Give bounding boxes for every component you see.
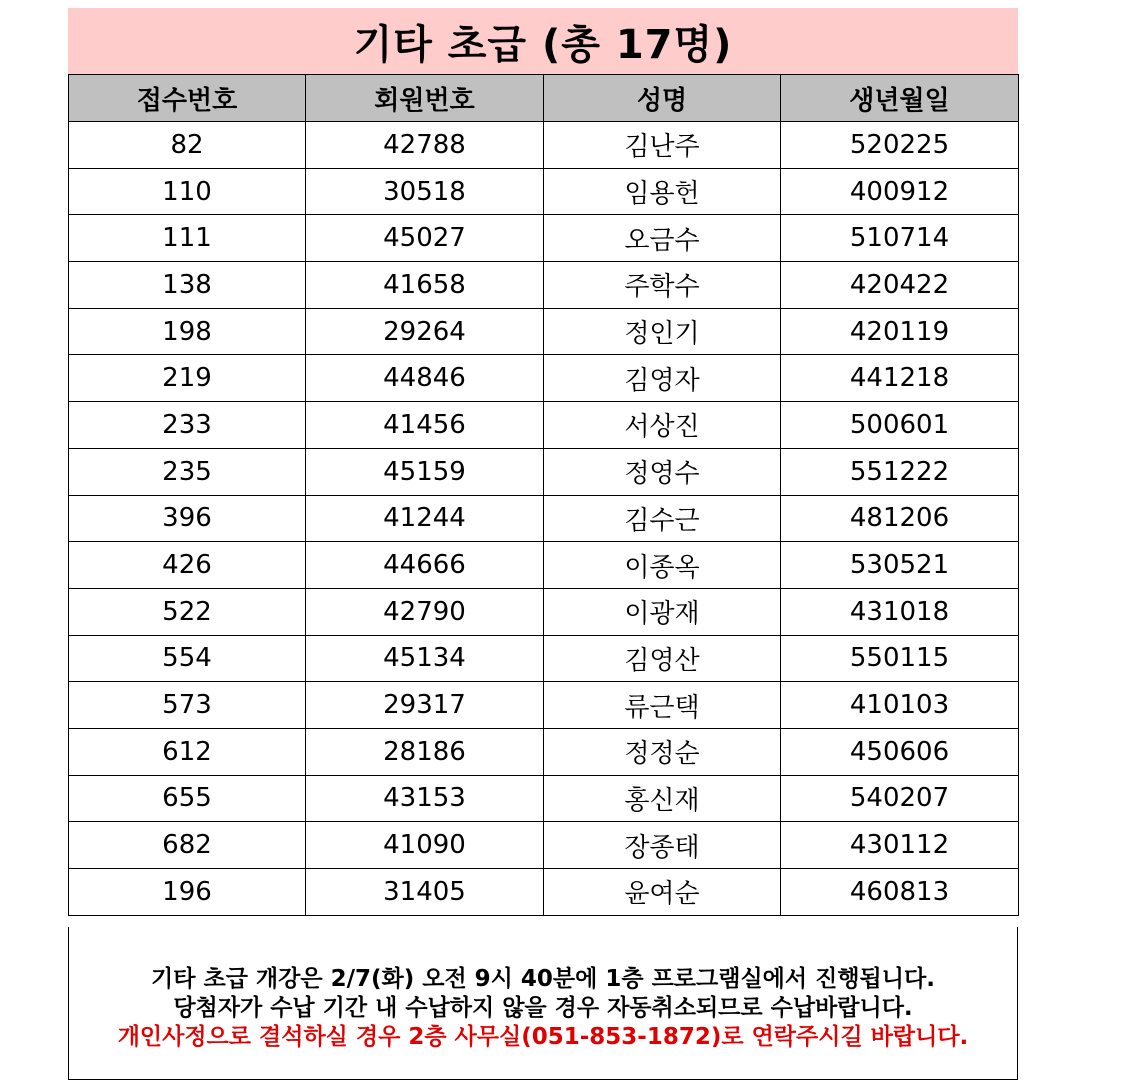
- cell-receipt-number: 396: [69, 495, 306, 542]
- table-row: [69, 262, 1019, 309]
- cell-member-number: 28186: [306, 728, 544, 775]
- cell-member-number: 45134: [306, 635, 544, 682]
- cell-receipt-number: 554: [69, 635, 306, 682]
- column-header-birthdate: 생년월일: [781, 75, 1019, 122]
- cell-birthdate: 520225: [781, 122, 1019, 169]
- cell-receipt-number: 612: [69, 728, 306, 775]
- table-row: [69, 635, 1019, 682]
- table-row: [69, 775, 1019, 822]
- cell-name: 서상진: [544, 402, 781, 449]
- cell-name: 윤여순: [544, 869, 781, 916]
- cell-receipt-number: 655: [69, 775, 306, 822]
- cell-name: 주학수: [544, 262, 781, 309]
- cell-name: 류근택: [544, 682, 781, 729]
- table-row: [69, 682, 1019, 729]
- cell-member-number: 45159: [306, 448, 544, 495]
- cell-name: 김영산: [544, 635, 781, 682]
- cell-birthdate: 410103: [781, 682, 1019, 729]
- column-header-name: 성명: [544, 75, 781, 122]
- cell-birthdate: 450606: [781, 728, 1019, 775]
- cell-name: 정정순: [544, 728, 781, 775]
- table-row: [69, 869, 1019, 916]
- notice-line-payment: 당첨자가 수납 기간 내 수납하지 않을 경우 자동취소되므로 수납바랍니다.: [173, 995, 913, 1021]
- cell-birthdate: 431018: [781, 588, 1019, 635]
- cell-receipt-number: 235: [69, 448, 306, 495]
- notice-box: [68, 927, 1018, 1080]
- cell-receipt-number: 138: [69, 262, 306, 309]
- cell-receipt-number: 82: [69, 122, 306, 169]
- cell-member-number: 29317: [306, 682, 544, 729]
- table-row: [69, 495, 1019, 542]
- cell-member-number: 41456: [306, 402, 544, 449]
- cell-member-number: 43153: [306, 775, 544, 822]
- table-row: [69, 728, 1019, 775]
- cell-member-number: 31405: [306, 869, 544, 916]
- table-row: [69, 168, 1019, 215]
- cell-birthdate: 460813: [781, 869, 1019, 916]
- cell-member-number: 42790: [306, 588, 544, 635]
- cell-receipt-number: 111: [69, 215, 306, 262]
- cell-birthdate: 430112: [781, 822, 1019, 869]
- cell-birthdate: 551222: [781, 448, 1019, 495]
- table-row: [69, 402, 1019, 449]
- cell-receipt-number: 682: [69, 822, 306, 869]
- table-body: [69, 122, 1019, 916]
- cell-member-number: 41658: [306, 262, 544, 309]
- table-row: [69, 542, 1019, 589]
- cell-name: 장종태: [544, 822, 781, 869]
- cell-birthdate: 481206: [781, 495, 1019, 542]
- cell-receipt-number: 198: [69, 308, 306, 355]
- cell-birthdate: 550115: [781, 635, 1019, 682]
- column-header-receipt-number: 접수번호: [69, 75, 306, 122]
- cell-birthdate: 441218: [781, 355, 1019, 402]
- cell-receipt-number: 426: [69, 542, 306, 589]
- cell-receipt-number: 110: [69, 168, 306, 215]
- cell-birthdate: 530521: [781, 542, 1019, 589]
- cell-birthdate: 540207: [781, 775, 1019, 822]
- cell-receipt-number: 219: [69, 355, 306, 402]
- cell-birthdate: 420119: [781, 308, 1019, 355]
- table-row: [69, 822, 1019, 869]
- cell-member-number: 30518: [306, 168, 544, 215]
- cell-name: 정인기: [544, 308, 781, 355]
- page-title: 기타 초급 (총 17명): [68, 8, 1018, 74]
- cell-name: 이종옥: [544, 542, 781, 589]
- table-row: [69, 588, 1019, 635]
- cell-name: 김난주: [544, 122, 781, 169]
- cell-member-number: 42788: [306, 122, 544, 169]
- cell-name: 이광재: [544, 588, 781, 635]
- cell-member-number: 44666: [306, 542, 544, 589]
- table-row: [69, 215, 1019, 262]
- cell-member-number: 41244: [306, 495, 544, 542]
- cell-name: 정영수: [544, 448, 781, 495]
- table-row: [69, 122, 1019, 169]
- cell-receipt-number: 522: [69, 588, 306, 635]
- cell-member-number: 45027: [306, 215, 544, 262]
- cell-receipt-number: 573: [69, 682, 306, 729]
- cell-receipt-number: 196: [69, 869, 306, 916]
- notice-line-absence-contact: 개인사정으로 결석하실 경우 2층 사무실(051-853-1872)로 연락주시길 바랍니다.: [117, 1024, 969, 1050]
- cell-birthdate: 420422: [781, 262, 1019, 309]
- roster-sheet: [68, 8, 1018, 1080]
- cell-name: 오금수: [544, 215, 781, 262]
- cell-birthdate: 400912: [781, 168, 1019, 215]
- roster-table: [68, 74, 1019, 916]
- table-row: [69, 308, 1019, 355]
- cell-member-number: 29264: [306, 308, 544, 355]
- cell-name: 임용헌: [544, 168, 781, 215]
- table-row: [69, 448, 1019, 495]
- cell-name: 김영자: [544, 355, 781, 402]
- cell-name: 홍신재: [544, 775, 781, 822]
- column-header-member-number: 회원번호: [306, 75, 544, 122]
- table-row: [69, 355, 1019, 402]
- cell-name: 김수근: [544, 495, 781, 542]
- cell-member-number: 41090: [306, 822, 544, 869]
- cell-member-number: 44846: [306, 355, 544, 402]
- notice-line-schedule: 기타 초급 개강은 2/7(화) 오전 9시 40분에 1층 프로그램실에서 진행됩니다.: [151, 966, 935, 992]
- cell-birthdate: 500601: [781, 402, 1019, 449]
- table-header-row: [69, 75, 1019, 122]
- cell-birthdate: 510714: [781, 215, 1019, 262]
- cell-receipt-number: 233: [69, 402, 306, 449]
